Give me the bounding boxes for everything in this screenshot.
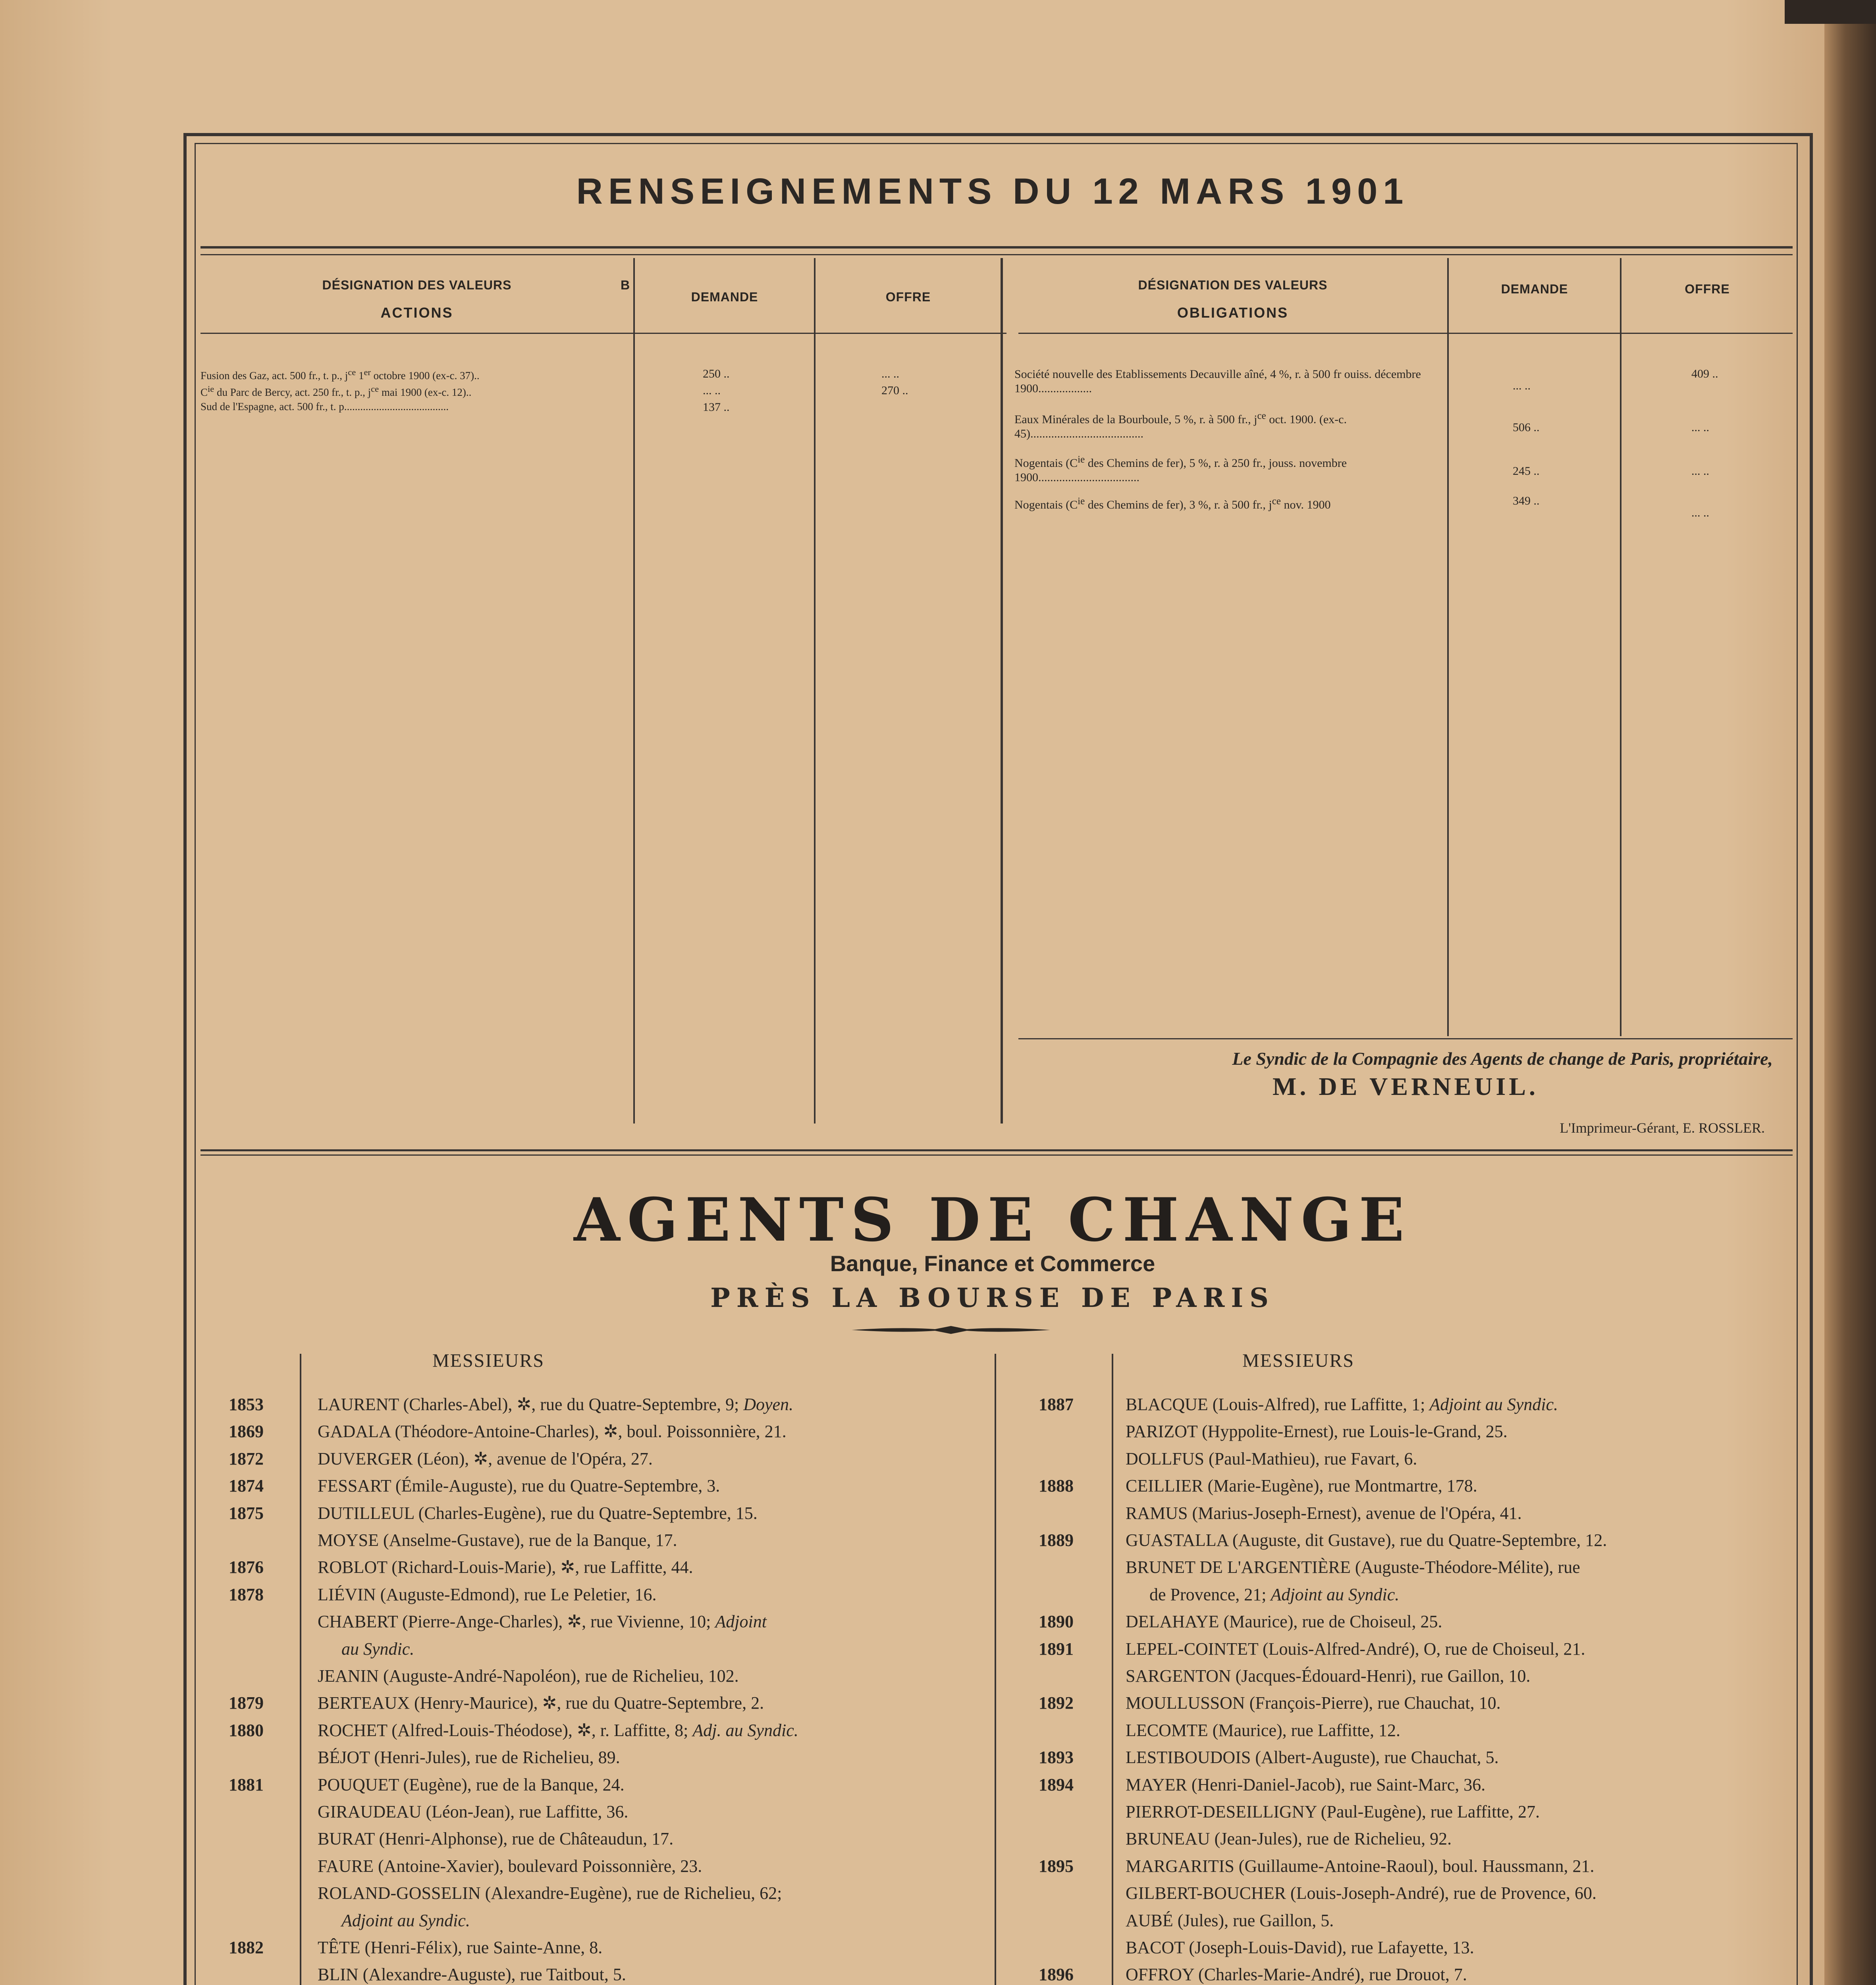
right-year-divider [1112, 1354, 1113, 1985]
col-divider-1 [633, 258, 635, 1124]
agent-entry: CHABERT (Pierre-Ange-Charles), ✲, rue Vivienne, 10; Adjoint [318, 1612, 767, 1632]
action-offre: 270 .. [881, 384, 908, 397]
agent-entry: de Provence, 21; Adjoint au Syndic. [1149, 1584, 1400, 1604]
right-header-rule [1018, 333, 1793, 334]
year-label: 1896 [1039, 1965, 1074, 1985]
agents-subtitle: Banque, Finance et Commerce [830, 1251, 1155, 1276]
agent-entry: AUBÉ (Jules), rue Gaillon, 5. [1126, 1910, 1334, 1930]
year-label: 1869 [229, 1422, 264, 1442]
binding-corner [1785, 0, 1876, 24]
table-bottom-rule [201, 1149, 1793, 1151]
year-label: 1875 [229, 1503, 264, 1523]
messieurs-left: MESSIEURS [432, 1350, 545, 1371]
agent-entry: BERTEAUX (Henry-Maurice), ✲, rue du Quatre-Septembre, 2. [318, 1693, 764, 1713]
page-title: RENSEIGNEMENTS DU 12 MARS 1901 [576, 171, 1409, 212]
agent-entry: JEANIN (Auguste-André-Napoléon), rue de Richelieu, 102. [318, 1666, 739, 1686]
table-top-rule-2 [201, 254, 1793, 255]
table-top-rule [201, 246, 1793, 249]
agent-entry: DELAHAYE (Maurice), rue de Choiseul, 25. [1126, 1612, 1442, 1632]
agent-entry: ROCHET (Alfred-Louis-Théodose), ✲, r. Laffitte, 8; Adj. au Syndic. [318, 1720, 798, 1740]
agent-entry: LIÉVIN (Auguste-Edmond), rue Le Peletier, 16. [318, 1584, 657, 1604]
actions-demande-header: DEMANDE [691, 290, 758, 304]
binding-edge [1824, 0, 1876, 1985]
agent-entry: BÉJOT (Henri-Jules), rue de Richelieu, 89. [318, 1748, 620, 1767]
year-label: 1888 [1039, 1476, 1074, 1496]
year-label: 1894 [1039, 1775, 1074, 1794]
obligations-header [1020, 278, 1445, 321]
obligation-offre: ... .. [1691, 506, 1709, 519]
obligations-subheader: OBLIGATIONS [1177, 304, 1289, 321]
agent-entry: BURAT (Henri-Alphonse), rue de Châteaudun, 17. [318, 1829, 674, 1849]
col-divider-center [1001, 258, 1003, 1124]
year-label: 1879 [229, 1693, 264, 1713]
agent-entry: MAYER (Henri-Daniel-Jacob), rue Saint-Marc, 36. [1126, 1775, 1486, 1794]
obligation-offre: 409 .. [1691, 367, 1718, 380]
actions-offre-header: OFFRE [885, 290, 931, 304]
agent-entry: BRUNET DE L'ARGENTIÈRE (Auguste-Théodore-Mélite), rue [1126, 1557, 1580, 1577]
obligation-demande: 506 .. [1513, 421, 1540, 434]
agent-entry: LAURENT (Charles-Abel), ✲, rue du Quatre-Septembre, 9; Doyen. [318, 1395, 794, 1414]
actions-marker: B [620, 278, 630, 292]
agent-entry: LECOMTE (Maurice), rue Laffitte, 12. [1126, 1720, 1400, 1740]
action-name: Sud de l'Espagne, act. 500 fr., t. p....................................... [201, 401, 449, 412]
year-label: 1881 [229, 1775, 264, 1794]
obligation-name: Eaux Minérales de la Bourboule, 5 %, r. à 500 fr., $j^{ce}$ oct. 1900. (ex-c. 45)...................................... [1014, 410, 1347, 440]
left-header-rule [201, 333, 1006, 334]
center-divider [995, 1354, 996, 1985]
agent-entry: TÊTE (Henri-Félix), rue Sainte-Anne, 8. [318, 1938, 603, 1957]
imprimeur-gerant: L'Imprimeur-Gérant, E. ROSSLER. [1560, 1120, 1765, 1136]
year-label: 1880 [229, 1720, 264, 1740]
obligations-header-label: DÉSIGNATION DES VALEURS [1138, 278, 1328, 292]
agent-entry: BACOT (Joseph-Louis-David), rue Lafayette, 13. [1126, 1938, 1474, 1957]
obligation-name: Nogentais ($C^{ie}$ des Chemins de fer), 5 %, r. à 250 fr., jouss. novembre 1900.................................. [1014, 454, 1347, 484]
action-name: Fusion des Gaz, act. 500 fr., t. p., $j^{ce}$ 1er octobre 1900 (ex-c. 37).. [201, 367, 480, 382]
action-demande: ... .. [703, 384, 721, 397]
year-label: 1891 [1039, 1639, 1074, 1659]
agent-entry: BLACQUE (Louis-Alfred), rue Laffitte, 1; Adjoint au Syndic. [1126, 1395, 1558, 1414]
agents-title: AGENTS DE CHANGE [574, 1185, 1411, 1255]
year-label: 1872 [229, 1449, 264, 1469]
obligations-offre-header: OFFRE [1685, 282, 1730, 296]
year-label: 1887 [1039, 1395, 1074, 1414]
year-label: 1853 [229, 1395, 264, 1414]
agent-entry: FAURE (Antoine-Xavier), boulevard Poissonnière, 23. [318, 1856, 702, 1876]
year-label: 1874 [229, 1476, 264, 1496]
year-label: 1876 [229, 1557, 264, 1577]
year-label: 1889 [1039, 1530, 1074, 1550]
obligation-demande: 245 .. [1513, 464, 1540, 478]
agent-entry: GILBERT-BOUCHER (Louis-Joseph-André), rue de Provence, 60. [1126, 1883, 1596, 1903]
agent-entry: ROLAND-GOSSELIN (Alexandre-Eugène), rue de Richelieu, 62; [318, 1883, 782, 1903]
agent-entry: GIRAUDEAU (Léon-Jean), rue Laffitte, 36. [318, 1802, 629, 1821]
agent-entry: SARGENTON (Jacques-Édouard-Henri), rue Gaillon, 10. [1126, 1666, 1531, 1686]
syndic-name: M. DE VERNEUIL. [1273, 1072, 1539, 1100]
agent-entry: MOULLUSSON (François-Pierre), rue Chauchat, 10. [1126, 1693, 1501, 1713]
agent-entry: au Syndic. [341, 1639, 415, 1659]
obligation-demande: 349 .. [1513, 494, 1540, 507]
obligation-offre: ... .. [1691, 421, 1709, 434]
agent-entry: DUTILLEUL (Charles-Eugène), rue du Quatre-Septembre, 15. [318, 1503, 758, 1523]
agent-entry: BRUNEAU (Jean-Jules), rue de Richelieu, 92. [1126, 1829, 1452, 1849]
action-demande: 137 .. [703, 401, 730, 414]
year-label: 1893 [1039, 1748, 1074, 1767]
year-label: 1895 [1039, 1856, 1074, 1876]
col-divider-2 [814, 258, 816, 1124]
action-name: $C^{ie}$ du Parc de Bercy, act. 250 fr., t. p., $j^{ce}$ mai 1900 (ex-c. 12).. [201, 384, 472, 398]
agent-entry: RAMUS (Marius-Joseph-Ernest), avenue de l'Opéra, 41. [1126, 1503, 1522, 1523]
actions-header-label: DÉSIGNATION DES VALEURS [322, 278, 512, 292]
agent-entry: Adjoint au Syndic. [341, 1910, 470, 1930]
agent-entry: GADALA (Théodore-Antoine-Charles), ✲, boul. Poissonnière, 21. [318, 1422, 787, 1442]
agent-entry: MARGARITIS (Guillaume-Antoine-Raoul), boul. Haussmann, 21. [1126, 1856, 1595, 1876]
agent-entry: PIERROT-DESEILLIGNY (Paul-Eugène), rue Laffitte, 27. [1126, 1802, 1540, 1821]
year-label: 1890 [1039, 1612, 1074, 1632]
agent-entry: MOYSE (Anselme-Gustave), rue de la Banque, 17. [318, 1530, 677, 1550]
syndic-top-rule [1018, 1038, 1793, 1039]
agents-subtitle-2: PRÈS LA BOURSE DE PARIS [710, 1282, 1275, 1313]
year-label: 1878 [229, 1584, 264, 1604]
actions-subheader: ACTIONS [380, 304, 453, 321]
agent-entry: POUQUET (Eugène), rue de la Banque, 24. [318, 1775, 625, 1794]
agent-entry: BLIN (Alexandre-Auguste), rue Taitbout, 5. [318, 1965, 626, 1985]
col-divider-4 [1620, 258, 1621, 1036]
agent-entry: GUASTALLA (Auguste, dit Gustave), rue du Quatre-Septembre, 12. [1126, 1530, 1607, 1550]
obligations-demande-header: DEMANDE [1501, 282, 1568, 296]
action-demande: 250 .. [703, 367, 730, 380]
actions-header [222, 278, 611, 321]
table-bottom-rule-2 [201, 1154, 1793, 1156]
agent-entry: OFFROY (Charles-Marie-André), rue Drouot, 7. [1126, 1965, 1467, 1985]
agent-entry: CEILLIER (Marie-Eugène), rue Montmartre, 178. [1126, 1476, 1477, 1496]
obligation-name: Société nouvelle des Etablissements Decauville aîné, 4 %, r. à 500 fr ouiss. décembre 1900.................. [1014, 368, 1421, 395]
agent-entry: LESTIBOUDOIS (Albert-Auguste), rue Chauchat, 5. [1126, 1748, 1499, 1767]
agent-entry: ROBLOT (Richard-Louis-Marie), ✲, rue Laffitte, 44. [318, 1557, 693, 1577]
year-label: 1892 [1039, 1693, 1074, 1713]
action-offre: ... .. [881, 367, 899, 380]
obligation-demande: ... .. [1513, 379, 1531, 392]
agent-entry: FESSART (Émile-Auguste), rue du Quatre-Septembre, 3. [318, 1476, 720, 1496]
agent-entry: DOLLFUS (Paul-Mathieu), rue Favart, 6. [1126, 1449, 1417, 1469]
col-divider-3 [1447, 258, 1449, 1036]
agent-entry: LEPEL-COINTET (Louis-Alfred-André), O, rue de Choiseul, 21. [1126, 1639, 1585, 1659]
syndic-line: Le Syndic de la Compagnie des Agents de change de Paris, propriétaire, [1232, 1048, 1773, 1069]
messieurs-right: MESSIEURS [1242, 1350, 1355, 1371]
obligation-name: Nogentais ($C^{ie}$ des Chemins de fer), 3 %, r. à 500 fr., $j^{ce}$ nov. 1900 [1014, 496, 1331, 511]
obligation-offre: ... .. [1691, 464, 1709, 478]
left-year-divider [300, 1354, 301, 1985]
year-label: 1882 [229, 1938, 264, 1957]
agent-entry: PARIZOT (Hyppolite-Ernest), rue Louis-le-Grand, 25. [1126, 1422, 1508, 1442]
agent-entry: DUVERGER (Léon), ✲, avenue de l'Opéra, 27. [318, 1449, 653, 1469]
ornament-rule [852, 1324, 1050, 1336]
